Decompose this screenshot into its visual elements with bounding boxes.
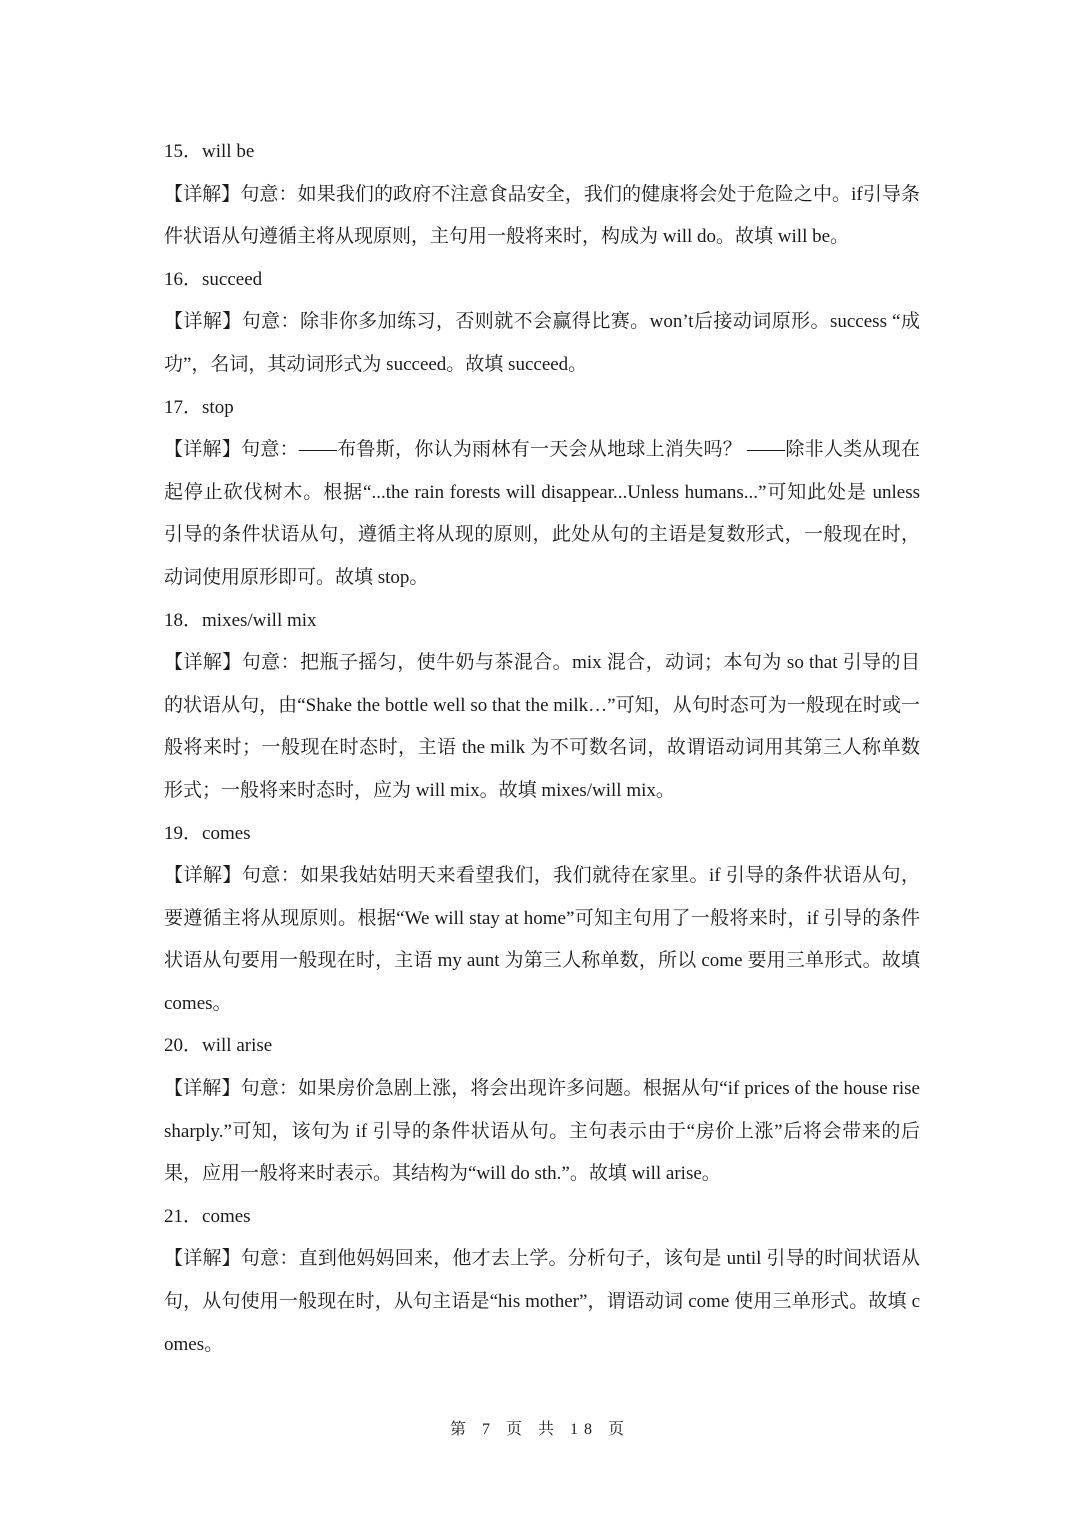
explanation-text: 【详解】句意：如果我姑姑明天来看望我们，我们就待在家里。if 引导的条件状语从句，要遵循主将从现原则。根据“We will stay at home”可知主句用了一般将来时，if 引导的条件状语从句要用一般现在时，主语 my aunt 为第三人称单数，所以 come 要用三单形式。故填 comes。 bbox=[164, 865, 920, 1014]
answer-line bbox=[164, 387, 920, 430]
explanation-text: 【详解】句意：如果我们的政府不注意食品安全，我们的健康将会处于危险之中。if引导条件状语从句遵循主将从现原则，主句用一般将来时，构成为 will do。故填 will be。 bbox=[164, 183, 920, 248]
question-number: 18． bbox=[164, 609, 203, 631]
question-number: 20． bbox=[164, 1035, 203, 1057]
answer-text: will arise bbox=[202, 1035, 273, 1057]
answer-line bbox=[164, 131, 920, 174]
answer-item-16 bbox=[164, 259, 920, 387]
question-number: 17． bbox=[164, 396, 203, 418]
question-number: 19． bbox=[164, 822, 203, 844]
answer-item-17 bbox=[164, 387, 920, 600]
answer-item-19 bbox=[164, 813, 920, 1026]
answer-text: comes bbox=[202, 1205, 251, 1227]
answer-text: comes bbox=[202, 822, 251, 844]
explanation-text: 【详解】句意：——布鲁斯，你认为雨林有一天会从地球上消失吗？ ——除非人类从现在起停止砍伐树木。根据“...the rain forests will disappear...Unless humans...”可知此处是 unless 引导的条件状语从句，遵循主将从现的原则，此处从句的主语是复数形式，一般现在时，动词使用原形即可。故填 stop。 bbox=[164, 439, 920, 588]
answer-line bbox=[164, 259, 920, 302]
answer-text: will be bbox=[202, 141, 255, 162]
answer-text: stop bbox=[202, 396, 234, 418]
question-number: 21． bbox=[164, 1205, 203, 1227]
answer-item-21 bbox=[164, 1196, 920, 1366]
answer-item-18 bbox=[164, 600, 920, 813]
answer-text: mixes/will mix bbox=[202, 609, 317, 631]
answer-item-20 bbox=[164, 1025, 920, 1195]
answer-list bbox=[164, 131, 920, 1366]
answer-line bbox=[164, 1025, 920, 1068]
answer-item-15 bbox=[164, 131, 920, 259]
answer-line bbox=[164, 1196, 920, 1239]
question-number: 16． bbox=[164, 268, 203, 290]
explanation-text: 【详解】句意：直到他妈妈回来，他才去上学。分析句子，该句是 until 引导的时间状语从句，从句使用一般现在时，从句主语是“his mother”，谓语动词 come 使用三单形式。故填 comes。 bbox=[164, 1248, 920, 1355]
answer-line bbox=[164, 600, 920, 643]
explanation-text: 【详解】句意：把瓶子摇匀，使牛奶与茶混合。mix 混合，动词；本句为 so that 引导的目的状语从句，由“Shake the bottle well so that the milk…”可知，从句时态可为一般现在时或一般将来时；一般现在时态时，主语 the milk 为不可数名词，故谓语动词用其第三人称单数形式；一般将来时态时，应为 will mix。故填 mixes/will mix。 bbox=[164, 652, 920, 801]
answer-text: succeed bbox=[202, 268, 263, 290]
page-footer: 第 7 页 共 18 页 bbox=[449, 1421, 630, 1438]
answer-line bbox=[164, 813, 920, 856]
question-number: 15． bbox=[164, 141, 203, 162]
explanation-text: 【详解】句意：如果房价急剧上涨，将会出现许多问题。根据从句“if prices of the house rise sharply.”可知，该句为 if 引导的条件状语从句。主句表示由于“房价上涨”后将会带来的后果，应用一般将来时表示。其结构为“will do sth.”。故填 will arise。 bbox=[164, 1078, 920, 1185]
explanation-text: 【详解】句意：除非你多加练习，否则就不会赢得比赛。won’t后接动词原形。success “成功”，名词，其动词形式为 succeed。故填 succeed。 bbox=[164, 311, 920, 375]
